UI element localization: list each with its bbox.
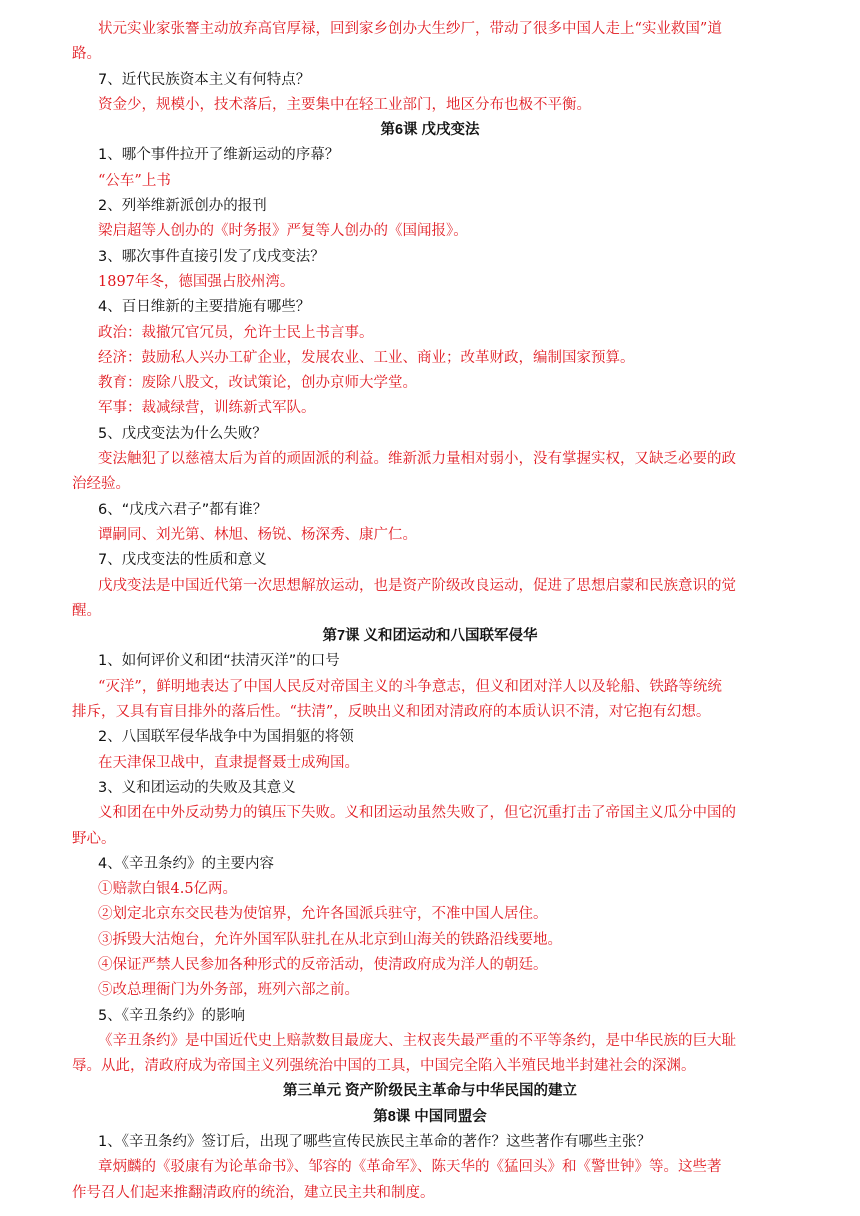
answer-text: “公车”上书 xyxy=(98,172,171,189)
question-text: 5、戊戌变法为什么失败？ xyxy=(98,425,267,442)
answer-text: 在天津保卫战中，直隶提督聂士成殉国。 xyxy=(98,754,359,771)
question-text: 7、近代民族资本主义有何特点？ xyxy=(98,71,311,88)
answer-text: ②划定北京东交民巷为使馆界，允许各国派兵驻守，不准中国人居住。 xyxy=(98,906,548,923)
answer-text: 状元实业家张謇主动放弃高官厚禄，回到家乡创办大生纱厂，带动了很多中国人走上“实业救国”道 xyxy=(98,21,722,37)
answer-text: 梁启超等人创办的《时务报》严复等人创办的《国闻报》。 xyxy=(98,223,468,240)
question-text: 6、“戊戌六君子”都有谁？ xyxy=(98,501,268,518)
question-text: 3、义和团运动的失败及其意义 xyxy=(98,779,296,796)
answer-text: ①赔款白银4.5亿两。 xyxy=(98,881,238,898)
question-text: 7、戊戌变法的性质和意义 xyxy=(98,552,267,569)
answer-text: 经济：鼓励私人兴办工矿企业，发展农业、工业、商业；改革财政，编制国家预算。 xyxy=(98,349,635,366)
answer-text: 谭嗣同、刘光第、林旭、杨锐、杨深秀、康广仁。 xyxy=(98,526,417,543)
question-text: 1、如何评价义和团“扶清灭洋”的口号 xyxy=(98,653,340,670)
answer-text: 义和团在中外反动势力的镇压下失败。义和团运动虽然失败了，但它沉重打击了帝国主义瓜分中国的 xyxy=(98,805,736,822)
answer-text: 政治：裁撤冗官冗员，允许士民上书言事。 xyxy=(98,324,374,341)
section-heading: 第6课 戊戌变法 xyxy=(380,122,480,139)
question-text: 5、《辛丑条约》的影响 xyxy=(98,1007,245,1024)
answer-text: ③拆毁大沽炮台，允许外国军队驻扎在从北京到山海关的铁路沿线要地。 xyxy=(98,931,562,948)
section-heading: 第8课 中国同盟会 xyxy=(373,1108,487,1125)
answer-text: ⑤改总理衙门为外务部，班列六部之前。 xyxy=(98,982,359,999)
answer-text: 1897年冬，德国强占胶州湾。 xyxy=(98,273,295,290)
question-text: 1、《辛丑条约》签订后，出现了哪些宣传民族民主革命的著作？这些著作有哪些主张？ xyxy=(98,1134,651,1151)
question-text: 1、哪个事件拉开了维新运动的序幕？ xyxy=(98,147,340,164)
document-body xyxy=(72,17,768,1206)
answer-text: 《辛丑条约》是中国近代史上赔款数目最庞大、主权丧失最严重的不平等条约，是中华民族的巨大耻 xyxy=(98,1032,736,1049)
question-text: 2、列举维新派创办的报刊 xyxy=(98,198,267,215)
question-text: 2、八国联军侵华战争中为国捐躯的将领 xyxy=(98,729,354,746)
answer-text-continued: 路。 xyxy=(72,46,101,63)
answer-text-continued: 作号召人们起来推翻清政府的统治，建立民主共和制度。 xyxy=(72,1184,435,1201)
section-heading: 第三单元 资产阶级民主革命与中华民国的建立 xyxy=(282,1083,578,1100)
answer-text-continued: 排斥，又具有盲目排外的落后性。“扶清”，反映出义和团对清政府的本质认识不清，对它抱有幻想。 xyxy=(72,704,711,721)
answer-text: 资金少，规模小，技术落后，主要集中在轻工业部门，地区分布也极不平衡。 xyxy=(98,96,591,113)
answer-text: “灭洋”，鲜明地表达了中国人民反对帝国主义的斗争意志，但义和团对洋人以及轮船、铁路等统统 xyxy=(98,678,722,695)
answer-text-continued: 野心。 xyxy=(72,830,116,847)
answer-text: 变法触犯了以慈禧太后为首的顽固派的利益。维新派力量相对弱小，没有掌握实权，又缺乏必要的政 xyxy=(98,451,736,468)
answer-text: 章炳麟的《驳康有为论革命书》、邹容的《革命军》、陈天华的《猛回头》和《警世钟》等。这些著 xyxy=(98,1159,722,1176)
answer-text: 戊戌变法是中国近代第一次思想解放运动，也是资产阶级改良运动，促进了思想启蒙和民族意识的觉 xyxy=(98,577,736,594)
answer-text-continued: 辱。从此，清政府成为帝国主义列强统治中国的工具，中国完全陷入半殖民地半封建社会的深渊。 xyxy=(72,1058,696,1075)
answer-text-continued: 治经验。 xyxy=(72,476,130,493)
answer-text: 教育：废除八股文，改试策论，创办京师大学堂。 xyxy=(98,375,417,392)
answer-text: 军事：裁减绿营，训练新式军队。 xyxy=(98,400,316,417)
section-heading: 第7课 义和团运动和八国联军侵华 xyxy=(322,628,538,645)
question-text: 4、《辛丑条约》的主要内容 xyxy=(98,855,274,872)
answer-text-continued: 醒。 xyxy=(72,602,101,619)
question-text: 3、哪次事件直接引发了戊戌变法？ xyxy=(98,248,325,265)
question-text: 4、百日维新的主要措施有哪些？ xyxy=(98,299,311,316)
answer-text: ④保证严禁人民参加各种形式的反帝活动，使清政府成为洋人的朝廷。 xyxy=(98,956,548,973)
